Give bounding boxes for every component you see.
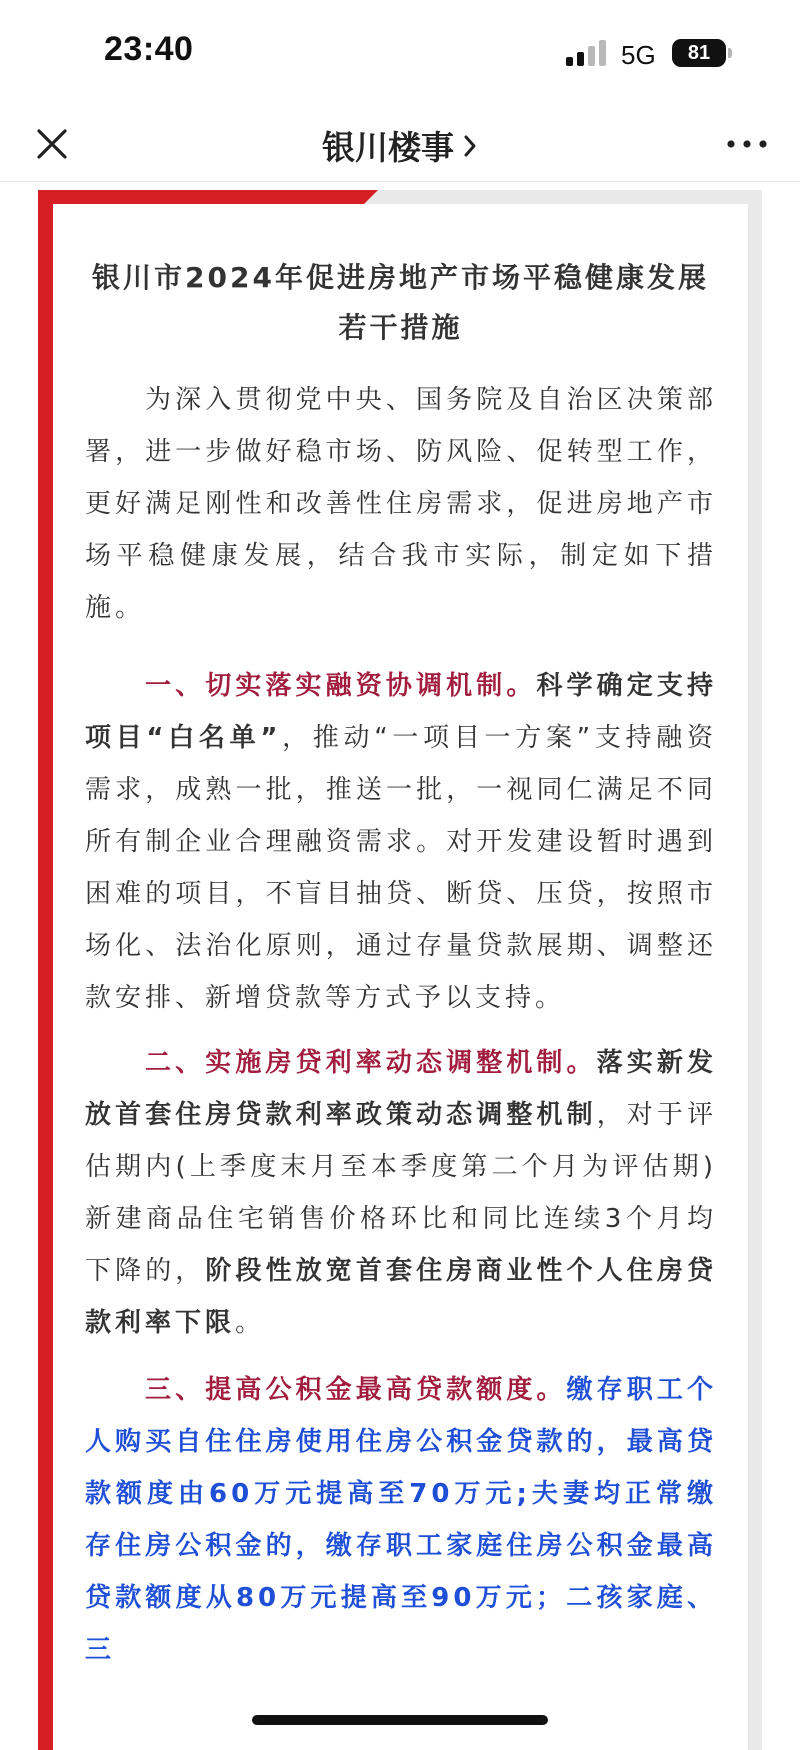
red-top-accent [38,190,378,204]
section-1-heading: 一、切实落实融资协调机制。 [145,671,537,701]
article-title-line1: 银川市2024年促进房地产市场平稳健康发展 [92,261,709,294]
account-name-link[interactable] [322,122,478,169]
account-name: 银川楼事 [322,128,454,167]
article-title-line2: 若干措施 [338,311,463,344]
section-2-bold: 落实新发放首套住房贷款利率政策动态调整机制 [85,1048,717,1130]
nav-bar [0,105,800,182]
section-3-blue-text: 缴存职工个人购买自住住房使用住房公积金贷款的，最高贷款额度由60万元提高至70万元;夫妻均正常缴存住房公积金的，缴存职工家庭住房公积金最高贷款额度从80万元提高至90万元；二孩家庭、三 [85,1375,717,1665]
more-icon[interactable] [724,127,770,161]
chevron-right-icon [462,134,478,158]
battery-cap [728,48,732,58]
article-paper [53,204,748,1750]
signal-icon [566,40,610,66]
nav-title-wrap [0,122,800,169]
section-2-end: 。 [235,1308,266,1338]
section-2-bold2: 阶段性放宽首套住房商业性个人住房贷款利率下限 [85,1256,717,1338]
section-2-heading: 二、实施房贷利率动态调整机制。 [145,1048,597,1078]
red-side-bar [38,190,53,1750]
section-2-paragraph [85,1037,717,1349]
section-3-heading: 三、提高公积金最高贷款额度。 [145,1375,567,1405]
section-3-paragraph [85,1364,717,1676]
home-indicator[interactable] [252,1715,548,1725]
section-1-text: ，推动“一项目一方案”支持融资需求，成熟一批，推送一批，一视同仁满足不同所有制企业合理融资需求。对开发建设暂时遇到困难的项目，不盲目抽贷、断贷、压贷，按照市场化、法治化原则，通过存量贷款展期、调整还款安排、新增贷款等方式予以支持。 [85,723,717,1013]
section-2-text: ，对于评估期内(上季度末月至本季度第二个月为评估期)新建商品住宅销售价格环比和同比连续3个月均下降的， [85,1100,717,1286]
section-1-paragraph [85,660,717,1024]
intro-paragraph: 为深入贯彻党中央、国务院及自治区决策部署，进一步做好稳市场、防风险、促转型工作，更好满足刚性和改善性住房需求，促进房地产市场平稳健康发展，结合我市实际，制定如下措施。 [85,385,717,623]
section-1-bold: 科学确定支持项目“白名单” [85,671,717,753]
article-frame [38,190,762,1750]
status-bar [0,0,800,105]
status-time: 23:40 [104,30,194,68]
battery-level: 81 [672,39,726,67]
network-type: 5G [621,40,656,70]
battery-icon [672,39,732,69]
